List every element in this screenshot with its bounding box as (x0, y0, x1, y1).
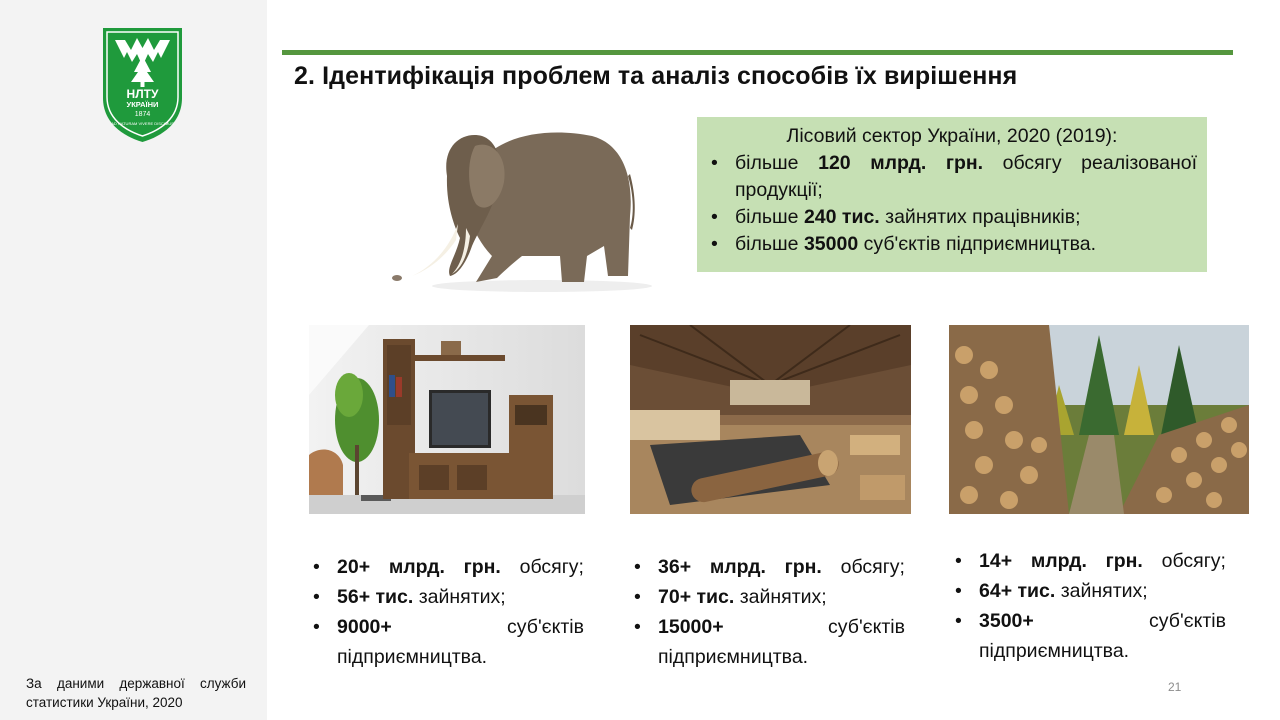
sawmill-stats (630, 552, 905, 672)
furniture-photo (309, 325, 585, 514)
sawmill-photo (630, 325, 911, 514)
forestry-stats (951, 546, 1226, 666)
furniture-employees: • 56+ тис. зайнятих; (309, 582, 584, 612)
sawmill-employees: • 70+ тис. зайнятих; (630, 582, 905, 612)
summary-item-revenue: • більше 120 млрд. грн. обсягу реалізованої продукції; (707, 150, 1197, 204)
sawmill-enterprises: • 15000+ суб'єктів підприємництва. (630, 612, 905, 672)
furniture-enterprises: • 9000+ суб'єктів підприємництва. (309, 612, 584, 672)
forest-sector-summary-box (697, 117, 1207, 272)
furniture-revenue: • 20+ млрд. грн. обсягу; (309, 552, 584, 582)
slide-title: 2. Ідентифікація проблем та аналіз способів їх вирішення (294, 62, 1018, 90)
logo-country: УКРАЇНИ (126, 100, 159, 109)
forestry-revenue: • 14+ млрд. грн. обсягу; (951, 546, 1226, 576)
logo-title: НЛТУ (126, 87, 159, 101)
university-logo (101, 26, 184, 144)
logo-year: 1874 (134, 111, 151, 118)
elephant-and-mouse-illustration (372, 106, 652, 296)
summary-item-enterprises: • більше 35000 суб'єктів підприємництва. (707, 231, 1197, 258)
source-note: За даними державної служби статистики України, 2020 (26, 676, 246, 710)
timber-logs-photo (949, 325, 1249, 514)
furniture-stats (309, 552, 584, 672)
forestry-enterprises: • 3500+ суб'єктів підприємництва. (951, 606, 1226, 666)
title-accent-line (282, 50, 1233, 55)
logo-motto: AD NATURAM VIVERE DISCIMUS (111, 121, 174, 126)
sawmill-revenue: • 36+ млрд. грн. обсягу; (630, 552, 905, 582)
summary-item-employees: • більше 240 тис. зайнятих працівників; (707, 204, 1197, 231)
page-number: 21 (1168, 680, 1182, 694)
summary-heading: Лісовий сектор України, 2020 (2019): (786, 125, 1118, 147)
forestry-employees: • 64+ тис. зайнятих; (951, 576, 1226, 606)
